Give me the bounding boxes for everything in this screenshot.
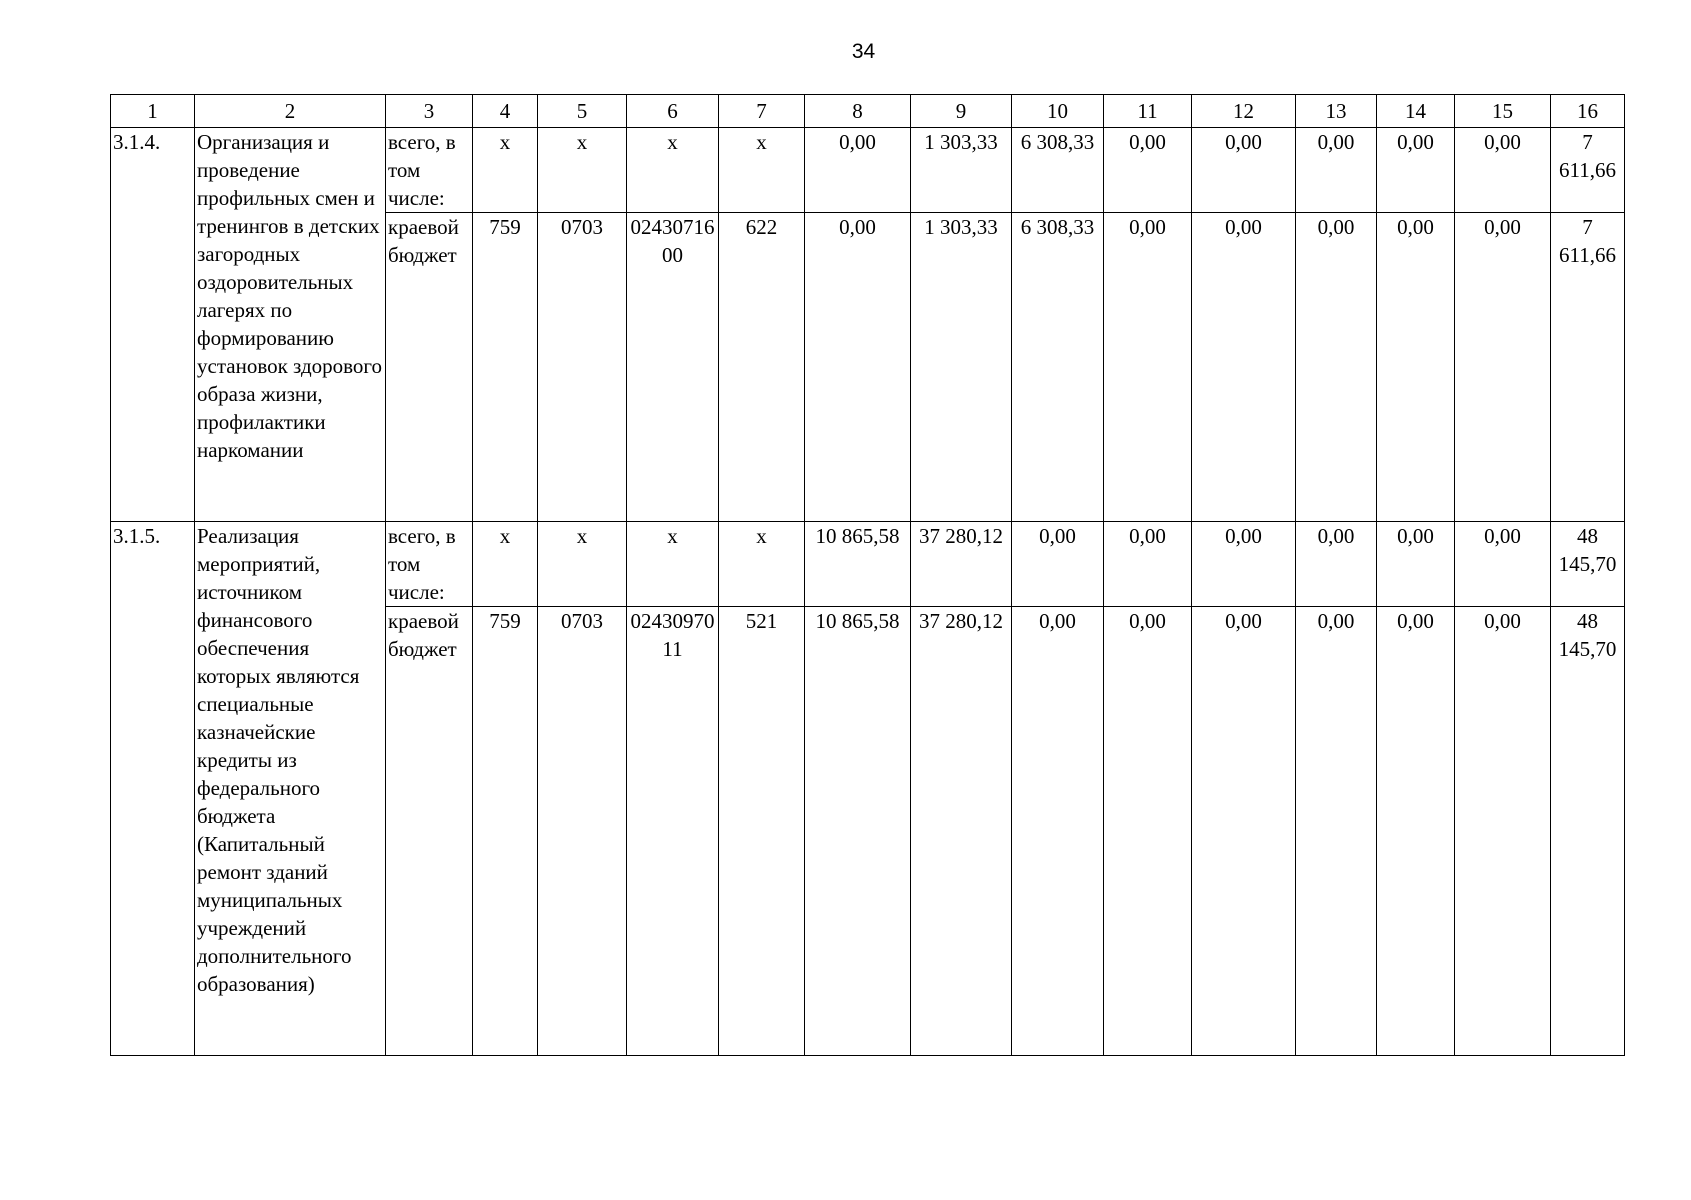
table-cell: 10 865,58: [805, 522, 911, 607]
column-header: 2: [195, 95, 386, 128]
table-cell: 0,00: [805, 128, 911, 213]
activity-name: Организация и проведение профильных смен и тренингов в детских загородных оздоровительных лагерях по формированию установок здорового образа жизни, профилактики наркомании: [195, 128, 386, 522]
table-cell: 1 303,33: [911, 213, 1012, 522]
column-header: 1: [111, 95, 195, 128]
column-header: 10: [1012, 95, 1104, 128]
table-cell: 0,00: [1192, 607, 1296, 1056]
table-cell: 0,00: [1296, 522, 1377, 607]
table-cell: 0243097011: [627, 607, 719, 1056]
column-header: 5: [538, 95, 627, 128]
table-cell: 759: [473, 607, 538, 1056]
table-cell: 0,00: [1455, 607, 1551, 1056]
column-header: 6: [627, 95, 719, 128]
table-cell: 0703: [538, 607, 627, 1056]
table-row: [111, 128, 1625, 213]
row-number: 3.1.5.: [111, 522, 195, 1056]
table-cell: 622: [719, 213, 805, 522]
table-cell: х: [473, 128, 538, 213]
table-cell: 0,00: [1377, 128, 1455, 213]
table-cell: х: [627, 522, 719, 607]
table-cell: 521: [719, 607, 805, 1056]
row-number: 3.1.4.: [111, 128, 195, 522]
budget-table: [110, 94, 1625, 1056]
page-number: 34: [851, 40, 876, 63]
table-cell: х: [627, 128, 719, 213]
table-cell-total: 48 145,70: [1551, 607, 1625, 1056]
funding-source: всего, в том числе:: [386, 128, 473, 213]
table-cell: 0703: [538, 213, 627, 522]
table-cell: 759: [473, 213, 538, 522]
table-cell: 37 280,12: [911, 607, 1012, 1056]
table-cell: 1 303,33: [911, 128, 1012, 213]
table-cell: 6 308,33: [1012, 128, 1104, 213]
table-cell: 0243071600: [627, 213, 719, 522]
column-header: 7: [719, 95, 805, 128]
column-header: 14: [1377, 95, 1455, 128]
column-header: 16: [1551, 95, 1625, 128]
column-header: 4: [473, 95, 538, 128]
table-cell: х: [538, 128, 627, 213]
column-header: 8: [805, 95, 911, 128]
table-cell: х: [719, 128, 805, 213]
table-cell: 0,00: [1012, 607, 1104, 1056]
column-header: 11: [1104, 95, 1192, 128]
table-cell: 0,00: [1192, 213, 1296, 522]
table-cell: 0,00: [1104, 607, 1192, 1056]
table-cell: 0,00: [1104, 128, 1192, 213]
table-cell: х: [473, 522, 538, 607]
activity-name: Реализация мероприятий, источником финансового обеспечения которых являются специальные казначейские кредиты из федерального бюджета (Капитальный ремонт зданий муниципальных учреждений дополнительного образования): [195, 522, 386, 1056]
funding-source: краевой бюджет: [386, 607, 473, 1056]
table-cell: 6 308,33: [1012, 213, 1104, 522]
column-header: 13: [1296, 95, 1377, 128]
table-cell: 0,00: [1455, 213, 1551, 522]
table-row: [111, 522, 1625, 607]
column-header-row: [111, 95, 1625, 128]
table-cell: 0,00: [1104, 522, 1192, 607]
table-cell: 37 280,12: [911, 522, 1012, 607]
table-cell: 0,00: [1296, 128, 1377, 213]
table-cell: 0,00: [1377, 607, 1455, 1056]
table-cell: х: [719, 522, 805, 607]
table-cell: 10 865,58: [805, 607, 911, 1056]
table-cell: 0,00: [805, 213, 911, 522]
table-cell: 0,00: [1012, 522, 1104, 607]
table-cell: 0,00: [1377, 522, 1455, 607]
table-cell-total: 48 145,70: [1551, 522, 1625, 607]
table-cell: 0,00: [1296, 607, 1377, 1056]
funding-source: краевой бюджет: [386, 213, 473, 522]
table-cell-total: 7 611,66: [1551, 213, 1625, 522]
table-cell-total: 7 611,66: [1551, 128, 1625, 213]
column-header: 12: [1192, 95, 1296, 128]
table-cell: 0,00: [1455, 522, 1551, 607]
table-cell: 0,00: [1192, 128, 1296, 213]
funding-source: всего, в том числе:: [386, 522, 473, 607]
column-header: 9: [911, 95, 1012, 128]
table-cell: 0,00: [1377, 213, 1455, 522]
table-cell: 0,00: [1104, 213, 1192, 522]
table-cell: 0,00: [1296, 213, 1377, 522]
table-cell: 0,00: [1192, 522, 1296, 607]
table-cell: х: [538, 522, 627, 607]
column-header: 15: [1455, 95, 1551, 128]
table-cell: 0,00: [1455, 128, 1551, 213]
column-header: 3: [386, 95, 473, 128]
